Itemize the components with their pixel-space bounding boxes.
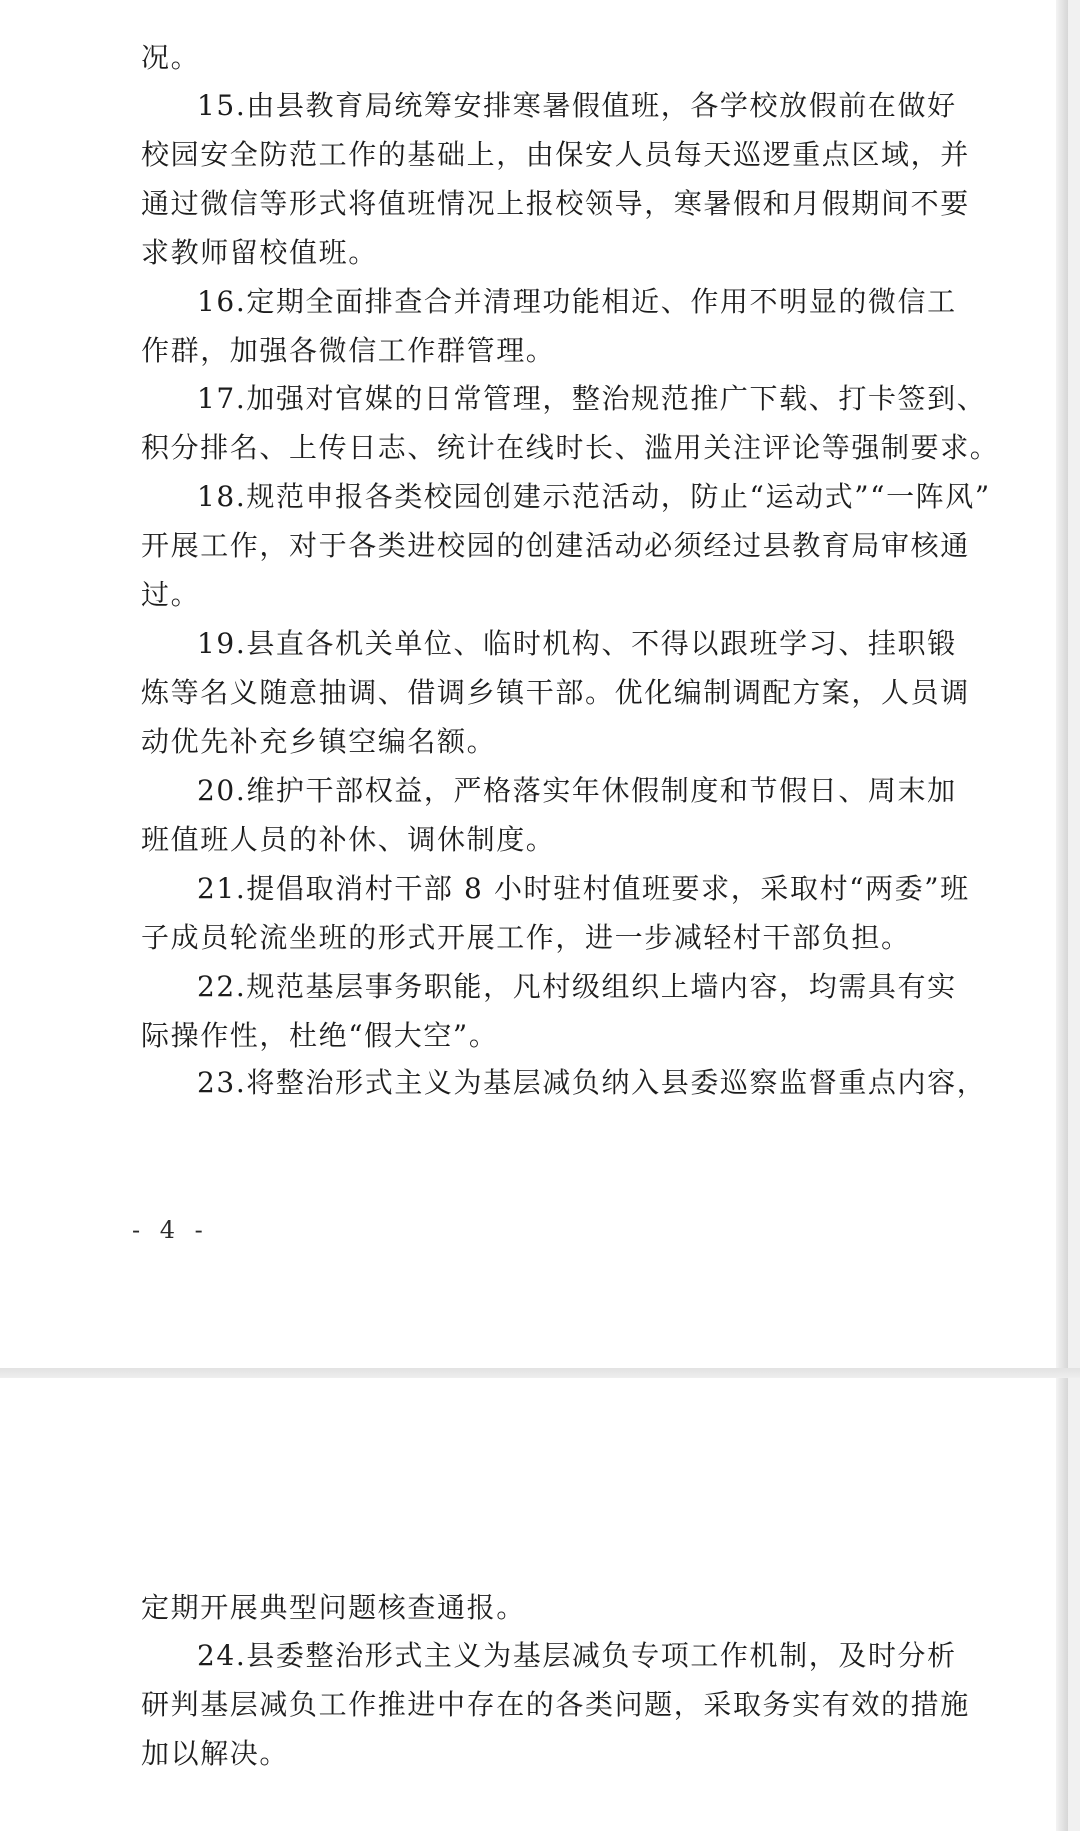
text-line: 定期开展典型问题核查通报。 <box>141 1591 526 1624</box>
text-line: 作群，加强各微信工作群管理。 <box>141 334 556 367</box>
text-line: 况。 <box>141 41 201 74</box>
scan-right-edge <box>1068 0 1080 1831</box>
text-line: 过。 <box>141 578 201 611</box>
text-line: 开展工作，对于各类进校园的创建活动必须经过县教育局审核通 <box>141 529 970 562</box>
text-line: 通过微信等形式将值班情况上报校领导，寒暑假和月假期间不要 <box>141 187 970 220</box>
page-separator <box>0 1368 1080 1378</box>
paragraph-19-line-1: 19.县直各机关单位、临时机构、不得以跟班学习、挂职锻 <box>197 627 957 660</box>
page-edge-shadow <box>1056 0 1068 1368</box>
text-line: 子成员轮流坐班的形式开展工作，进一步减轻村干部负担。 <box>141 921 911 954</box>
page-number: - 4 - <box>132 1216 209 1244</box>
paragraph-24-line-1: 24.县委整治形式主义为基层减负专项工作机制，及时分析 <box>197 1639 957 1672</box>
text-line: 际操作性，杜绝“假大空”。 <box>141 1019 499 1052</box>
text-line: 积分排名、上传日志、统计在线时长、滥用关注评论等强制要求。 <box>141 431 1000 464</box>
paragraph-22-line-1: 22.规范基层事务职能，凡村级组织上墙内容，均需具有实 <box>197 970 957 1003</box>
paragraph-15-line-1: 15.由县教育局统筹安排寒暑假值班，各学校放假前在做好 <box>197 89 957 122</box>
document-page-5 <box>0 1378 1068 1831</box>
page-edge-shadow <box>1056 1378 1068 1831</box>
paragraph-23-line-1: 23.将整治形式主义为基层减负纳入县委巡察监督重点内容， <box>197 1066 987 1099</box>
paragraph-21-line-1: 21.提倡取消村干部 8 小时驻村值班要求，采取村“两委”班 <box>197 872 970 905</box>
text-line: 校园安全防范工作的基础上，由保安人员每天巡逻重点区域，并 <box>141 138 970 171</box>
text-line: 求教师留校值班。 <box>141 236 378 269</box>
text-line: 班值班人员的补休、调休制度。 <box>141 823 556 856</box>
paragraph-20-line-1: 20.维护干部权益，严格落实年休假制度和节假日、周末加 <box>197 774 957 807</box>
paragraph-18-line-1: 18.规范申报各类校园创建示范活动，防止“运动式”“一阵风” <box>197 480 991 513</box>
text-line: 加以解决。 <box>141 1737 290 1770</box>
paragraph-17-line-1: 17.加强对官媒的日常管理，整治规范推广下载、打卡签到、 <box>197 382 987 415</box>
paragraph-16-line-1: 16.定期全面排查合并清理功能相近、作用不明显的微信工 <box>197 285 957 318</box>
text-line: 动优先补充乡镇空编名额。 <box>141 725 497 758</box>
text-line: 炼等名义随意抽调、借调乡镇干部。优化编制调配方案，人员调 <box>141 676 970 709</box>
text-line: 研判基层减负工作推进中存在的各类问题，采取务实有效的措施 <box>141 1688 970 1721</box>
